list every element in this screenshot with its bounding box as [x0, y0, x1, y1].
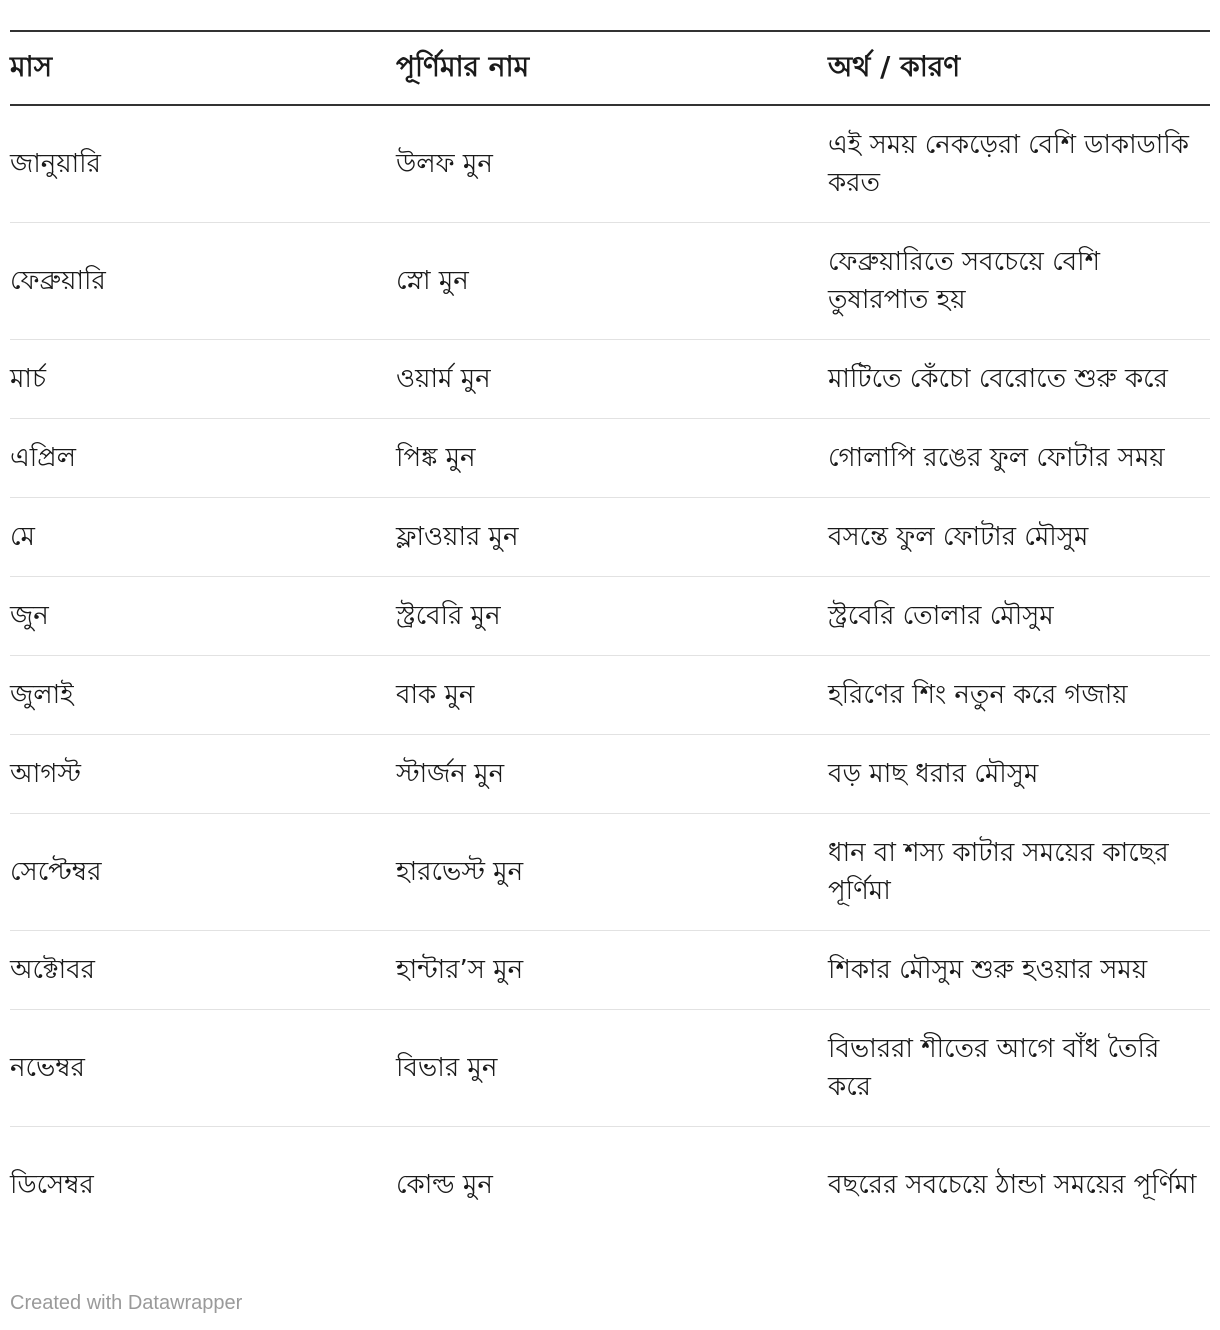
cell-reason: বছরের সবচেয়ে ঠান্ডা সময়ের পূর্ণিমা — [828, 1169, 1197, 1200]
cell-moon-name: বিভার মুন — [396, 1052, 498, 1083]
cell-reason: ধান বা শস্য কাটার সময়ের কাছের পূর্ণিমা — [828, 837, 1169, 906]
datawrapper-credit[interactable]: Created with Datawrapper — [10, 1292, 243, 1314]
header-row — [10, 31, 1210, 105]
cell-reason: মাটিতে কেঁচো বেরোতে শুরু করে — [828, 363, 1168, 394]
cell-moon-name: উলফ মুন — [396, 148, 493, 179]
table-row — [10, 497, 1210, 576]
cell-moon-name: পিঙ্ক মুন — [396, 442, 476, 473]
cell-reason: শিকার মৌসুম শুরু হওয়ার সময় — [828, 954, 1148, 985]
cell-month: মার্চ — [10, 363, 47, 394]
table-row — [10, 734, 1210, 813]
table-row — [10, 655, 1210, 734]
cell-month: অক্টোবর — [10, 954, 95, 985]
header-reason[interactable]: অর্থ / কারণ — [828, 49, 961, 83]
cell-month: ফেব্রুয়ারি — [10, 265, 106, 296]
cell-month: মে — [10, 521, 35, 552]
cell-reason: বসন্তে ফুল ফোটার মৌসুম — [828, 521, 1089, 552]
cell-reason: বিভাররা শীতের আগে বাঁধ তৈরি করে — [828, 1033, 1160, 1102]
table-row — [10, 813, 1210, 930]
table-body — [10, 105, 1210, 1243]
table-row — [10, 1009, 1210, 1126]
cell-month: জানুয়ারি — [10, 148, 101, 179]
cell-month: জুন — [10, 600, 49, 631]
cell-reason: এই সময় নেকড়েরা বেশি ডাকাডাকি করত — [828, 129, 1189, 198]
cell-month: আগস্ট — [10, 758, 81, 789]
cell-moon-name: ওয়ার্ম মুন — [396, 363, 491, 394]
header-month[interactable]: মাস — [10, 49, 53, 83]
table-header — [10, 31, 1210, 105]
table-row — [10, 339, 1210, 418]
table-row — [10, 1126, 1210, 1243]
cell-reason: বড় মাছ ধরার মৌসুম — [828, 758, 1039, 789]
cell-reason: হরিণের শিং নতুন করে গজায় — [828, 679, 1128, 710]
cell-moon-name: স্টার্জন মুন — [396, 758, 505, 789]
table-row — [10, 930, 1210, 1009]
cell-reason: স্ট্রবেরি তোলার মৌসুম — [828, 600, 1054, 631]
table-row — [10, 576, 1210, 655]
cell-moon-name: বাক মুন — [396, 679, 475, 710]
table-container — [10, 30, 1210, 1243]
table-row — [10, 418, 1210, 497]
cell-month: ডিসেম্বর — [10, 1169, 94, 1200]
cell-month: জুলাই — [10, 679, 74, 710]
cell-moon-name: হারভেস্ট মুন — [396, 856, 524, 887]
table-row — [10, 222, 1210, 339]
cell-reason: ফেব্রুয়ারিতে সবচেয়ে বেশি তুষারপাত হয় — [828, 246, 1100, 315]
cell-reason: গোলাপি রঙের ফুল ফোটার সময় — [828, 442, 1165, 473]
cell-moon-name: স্নো মুন — [396, 265, 469, 296]
cell-moon-name: কোল্ড মুন — [396, 1169, 493, 1200]
header-moon-name[interactable]: পূর্ণিমার নাম — [396, 49, 530, 83]
cell-month: এপ্রিল — [10, 442, 76, 473]
table-row — [10, 105, 1210, 222]
cell-moon-name: স্ট্রবেরি মুন — [396, 600, 501, 631]
cell-month: সেপ্টেম্বর — [10, 856, 102, 887]
full-moon-table — [10, 30, 1210, 1243]
cell-moon-name: ফ্লাওয়ার মুন — [396, 521, 519, 552]
cell-month: নভেম্বর — [10, 1052, 85, 1083]
cell-moon-name: হান্টার’স মুন — [396, 954, 524, 985]
